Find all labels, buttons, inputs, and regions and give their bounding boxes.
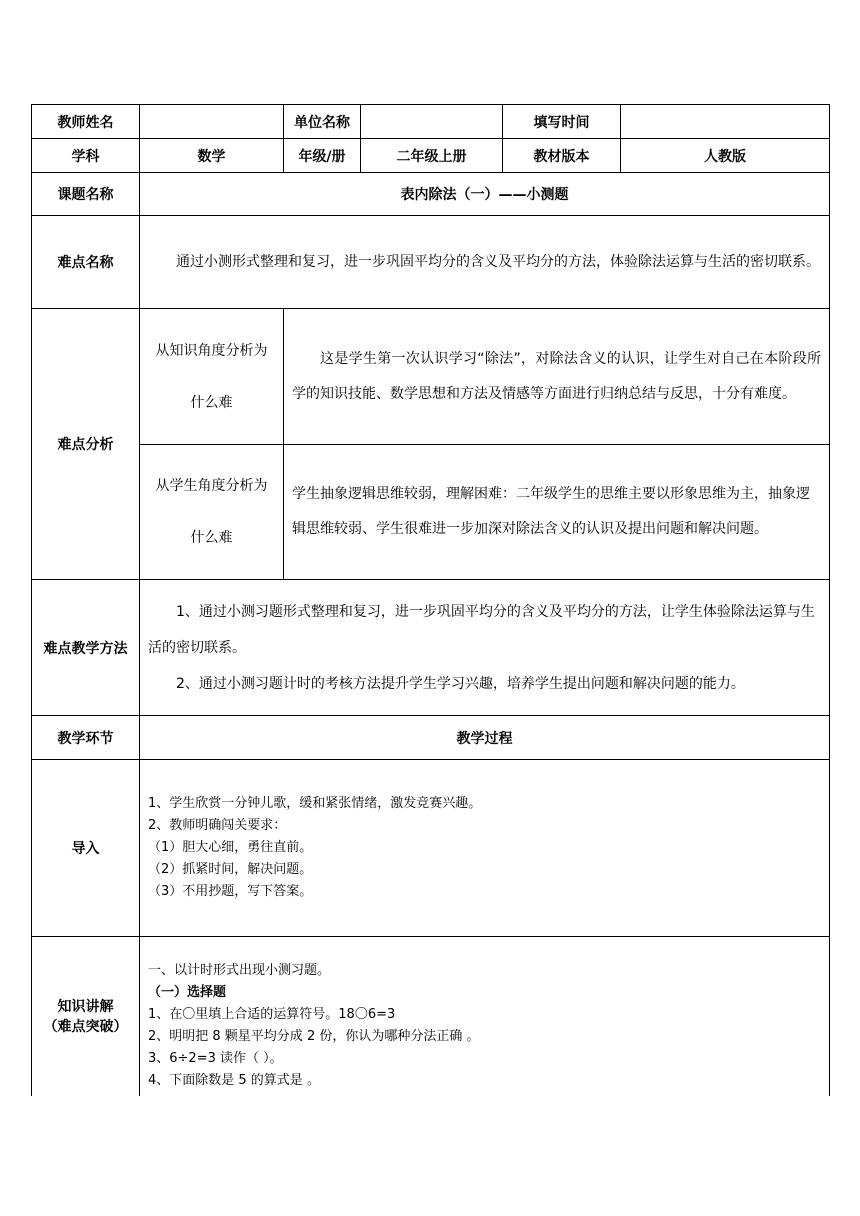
edition-value: 人教版	[621, 139, 830, 173]
knowledge-angle-cell	[140, 309, 284, 445]
method-paragraph-2: 2、通过小测习题计时的考核方法提升学生学习兴趣，培养学生提出问题和解决问题的能力。	[176, 675, 745, 692]
analysis-row-knowledge	[32, 309, 830, 445]
difficulty-text: 通过小测形式整理和复习，进一步巩固平均分的含义及平均分的方法，体验除法运算与生活的密切联系。	[176, 253, 820, 270]
intro-line: 1、学生欣赏一分钟儿歌，缓和紧张情绪，激发竞赛兴趣。	[148, 796, 482, 811]
method-paragraph-1: 1、通过小测习题形式整理和复习，进一步巩固平均分的含义及平均分的方法，让学生体验除法运算与生活的密切联系。	[148, 603, 815, 656]
choice-section-title: （一）选择题	[148, 984, 227, 1000]
intro-line: 2、教师明确闯关要求：	[148, 818, 287, 833]
unit-name-label: 单位名称	[284, 105, 361, 139]
method-label: 难点教学方法	[32, 580, 140, 716]
intro-label: 导入	[32, 760, 140, 937]
intro-line: （1）胆大心细，勇往直前。	[148, 840, 313, 855]
process-label: 教学过程	[140, 716, 830, 760]
fill-time-value	[621, 105, 830, 139]
intro-cell	[140, 760, 830, 937]
lesson-label: 课题名称	[32, 173, 140, 216]
teacher-name-label: 教师姓名	[32, 105, 140, 139]
question-2: 2、明明把 8 颗星平均分成 2 份，你认为哪种分法正确 。	[148, 1028, 480, 1044]
intro-line: （3）不用抄题，写下答案。	[148, 884, 313, 899]
knowledge-label-line2: （难点突破）	[43, 1019, 128, 1036]
knowledge-angle-line2: 什么难	[190, 394, 233, 411]
knowledge-cell	[140, 937, 830, 1096]
lesson-row	[32, 173, 830, 216]
knowledge-list	[140, 960, 829, 1096]
header-row-1	[32, 105, 830, 139]
lesson-plan-table	[31, 104, 830, 1096]
stage-label: 教学环节	[32, 716, 140, 760]
difficulty-row	[32, 216, 830, 309]
teacher-name-value	[140, 105, 284, 139]
edition-label: 教材版本	[503, 139, 621, 173]
lesson-title: 表内除法（一）——小测题	[140, 173, 830, 216]
subject-value: 数学	[140, 139, 284, 173]
knowledge-label-line1: 知识讲解	[57, 999, 114, 1016]
knowledge-analysis-cell	[284, 309, 830, 445]
knowledge-intro-line: 一、以计时形式出现小测习题。	[148, 962, 331, 978]
analysis-label: 难点分析	[32, 309, 140, 580]
question-3: 3、6÷2=3 读作（ ）。	[148, 1050, 283, 1066]
knowledge-row	[32, 937, 830, 1096]
fill-time-label: 填写时间	[503, 105, 621, 139]
intro-row	[32, 760, 830, 937]
knowledge-angle-line1: 从知识角度分析为	[155, 342, 268, 359]
grade-label: 年级/册	[284, 139, 361, 173]
difficulty-cell	[140, 216, 830, 309]
header-row-2	[32, 139, 830, 173]
student-angle-line2: 什么难	[190, 530, 233, 546]
intro-list	[140, 793, 829, 903]
method-row	[32, 580, 830, 716]
difficulty-label: 难点名称	[32, 216, 140, 309]
question-4: 4、下面除数是 5 的算式是 。	[148, 1072, 320, 1088]
process-header-row	[32, 716, 830, 760]
subject-label: 学科	[32, 139, 140, 173]
student-angle-cell	[140, 445, 284, 580]
method-cell	[140, 580, 830, 716]
student-analysis-cell	[284, 445, 830, 580]
analysis-row-student	[32, 445, 830, 580]
unit-name-value	[361, 105, 503, 139]
knowledge-analysis-text: 这是学生第一次认识学习“除法”，对除法含义的认识，让学生对自己在本阶段所学的知识技能、数学思想和方法及情感等方面进行归纳总结与反思，十分有难度。	[292, 350, 821, 402]
student-analysis-text: 学生抽象逻辑思维较弱，理解困难：二年级学生的思维主要以形象思维为主，抽象逻辑思维较弱、学生很难进一步加深对除法含义的认识及提出问题和解决问题。	[292, 486, 810, 537]
intro-line: （2）抓紧时间，解决问题。	[148, 862, 313, 877]
question-1: 1、在〇里填上合适的运算符号。18〇6=3	[148, 1006, 396, 1022]
knowledge-label-cell	[32, 937, 140, 1096]
student-angle-line1: 从学生角度分析为	[155, 478, 268, 494]
grade-value: 二年级上册	[361, 139, 503, 173]
